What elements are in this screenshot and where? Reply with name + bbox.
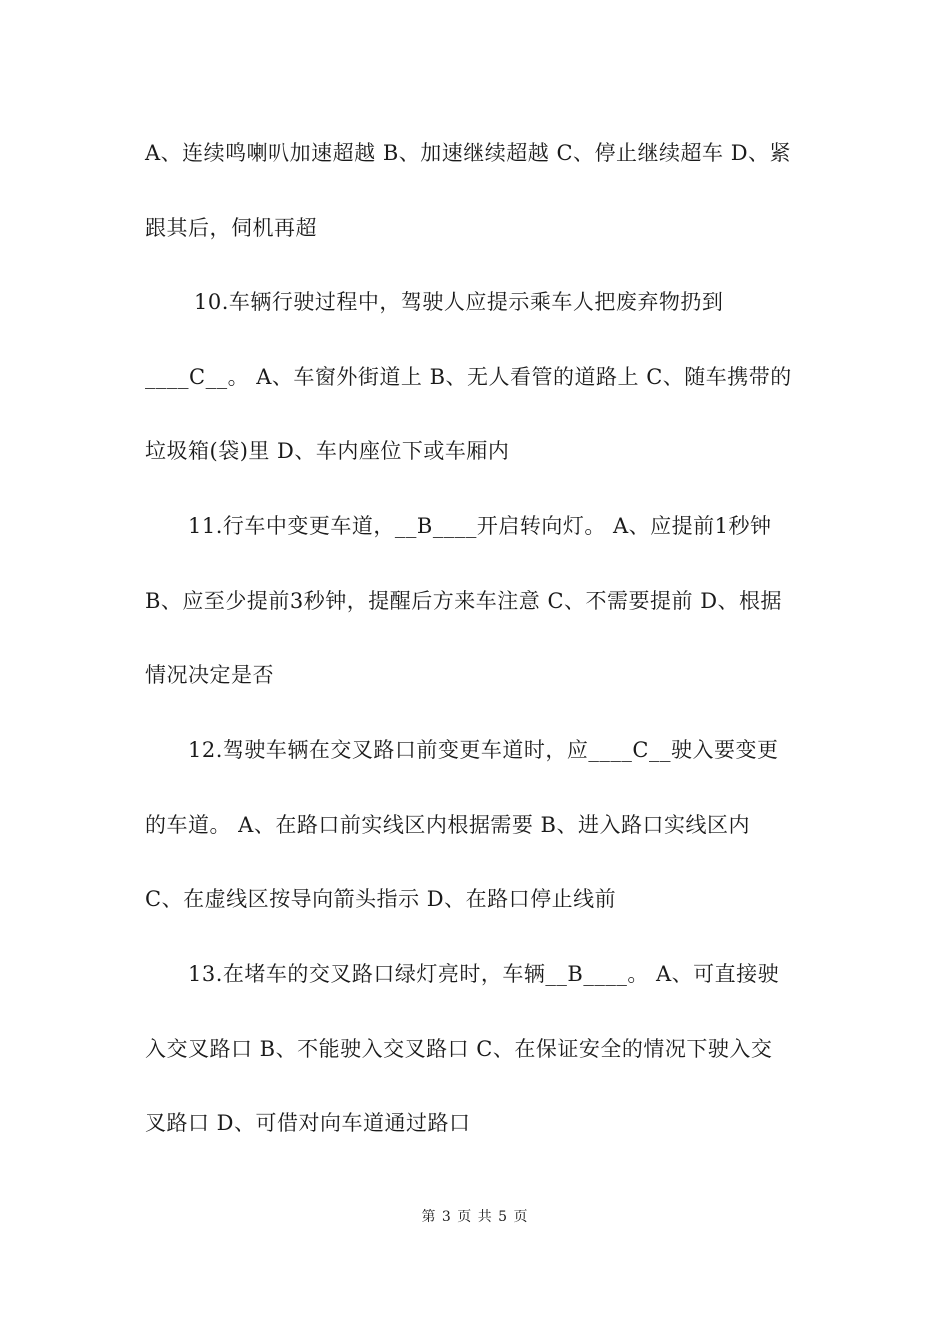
text-line-q12-options: 的车道。 A、在路口前实线区内根据需要 B、进入路口实线区内 — [145, 813, 750, 837]
text-line-q13-options-cont: 叉路口 D、可借对向车道通过路口 — [145, 1111, 471, 1135]
text-line-q9-options: A、连续鸣喇叭加速超越 B、加速继续超越 C、停止继续超车 D、紧 — [145, 141, 792, 165]
text-line-q12-options-cont: C、在虚线区按导向箭头指示 D、在路口停止线前 — [145, 887, 617, 911]
text-line-q11-options-cont: 情况决定是否 — [145, 663, 274, 687]
text-line-q11-options: B、应至少提前3秒钟，提醒后方来车注意 C、不需要提前 D、根据 — [145, 589, 783, 613]
text-line-q10-options-cont: 垃圾箱(袋)里 D、车内座位下或车厢内 — [145, 439, 510, 463]
text-line-q12-stem: 12.驾驶车辆在交叉路口前变更车道时，应____C__驶入要变更 — [188, 738, 779, 762]
text-line-q13-stem: 13.在堵车的交叉路口绿灯亮时，车辆__B____。 A、可直接驶 — [188, 962, 780, 986]
text-line-q10-options: ____C__。 A、车窗外街道上 B、无人看管的道路上 C、随车携带的 — [145, 365, 792, 389]
text-line-q10-stem: 10.车辆行驶过程中，驾驶人应提示乘车人把废弃物扔到 — [194, 290, 724, 314]
text-line-q11-stem: 11.行车中变更车道，__B____开启转向灯。 A、应提前1秒钟 — [188, 514, 772, 538]
text-line-q13-options: 入交叉路口 B、不能驶入交叉路口 C、在保证安全的情况下驶入交 — [145, 1037, 773, 1061]
page-number-footer: 第 3 页 共 5 页 — [421, 1209, 529, 1225]
text-line-q9-options-cont: 跟其后，伺机再超 — [145, 216, 317, 240]
